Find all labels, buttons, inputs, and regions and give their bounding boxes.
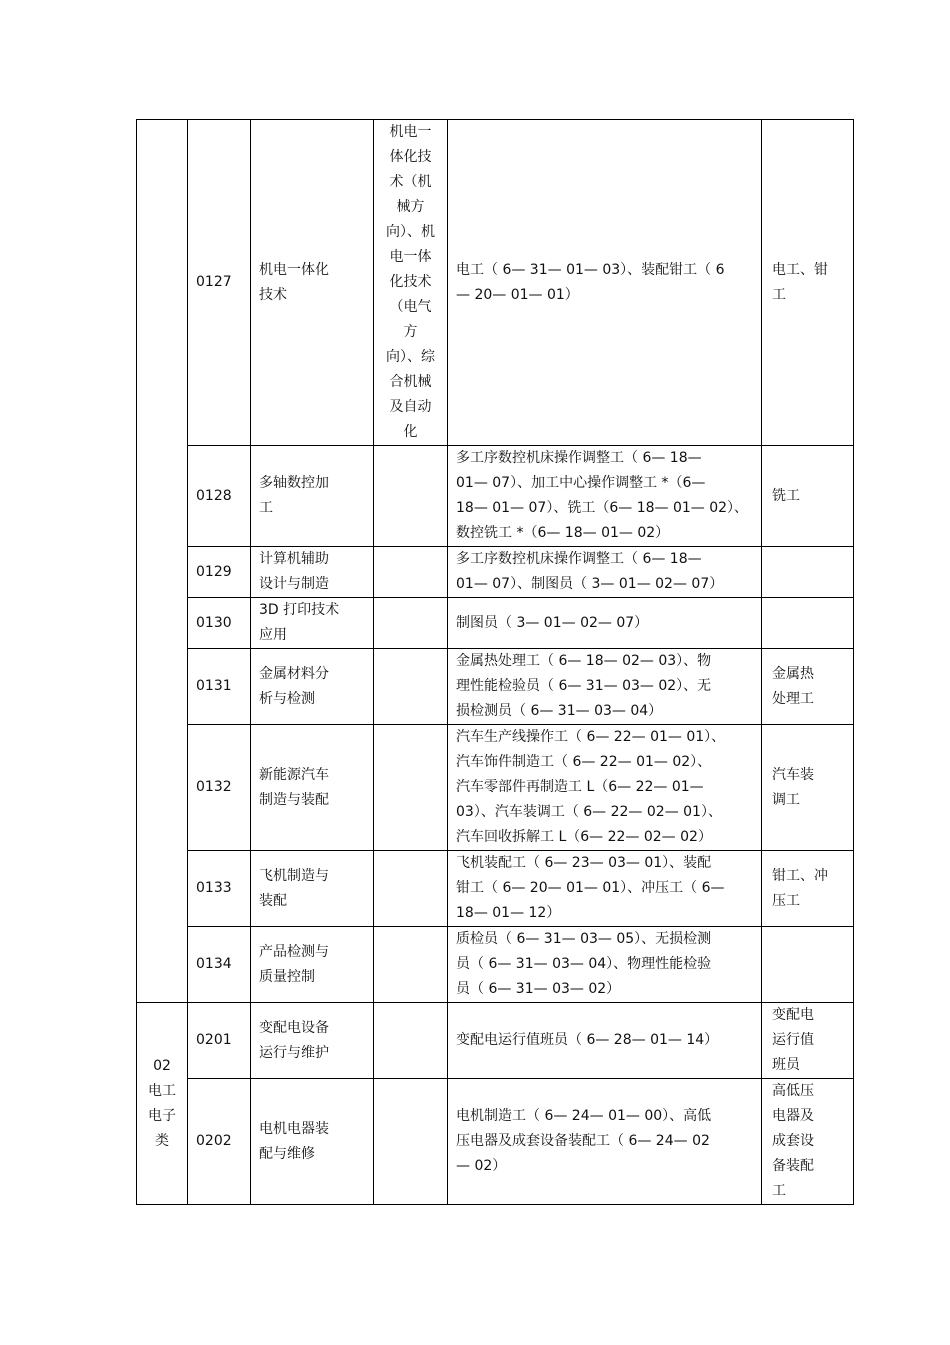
table-row: [137, 725, 854, 851]
major-name: 多轴数控加 工: [251, 446, 374, 547]
certificate: 金属热 处理工: [762, 649, 854, 725]
certificate: 铣工: [762, 446, 854, 547]
major-code: 0127: [188, 120, 251, 446]
major-code: 0133: [188, 851, 251, 927]
major-name: 变配电设备 运行与维护: [251, 1003, 374, 1079]
major-code: 0132: [188, 725, 251, 851]
major-direction: 机电一 体化技 术（机 械方 向）、机 电一体 化技术 （电气 方 向）、综 合机械 及自动 化: [374, 120, 448, 446]
major-name: 产品检测与 质量控制: [251, 927, 374, 1003]
table-row: [137, 446, 854, 547]
major-code: 0201: [188, 1003, 251, 1079]
major-direction: [374, 547, 448, 598]
job-types: 变配电运行值班员（ 6— 28— 01— 14）: [448, 1003, 762, 1079]
major-name: 计算机辅助 设计与制造: [251, 547, 374, 598]
certificate: [762, 927, 854, 1003]
major-name: 机电一体化 技术: [251, 120, 374, 446]
major-direction: [374, 649, 448, 725]
occupation-table: [136, 119, 854, 1205]
major-direction: [374, 1003, 448, 1079]
certificate: [762, 547, 854, 598]
major-direction: [374, 725, 448, 851]
major-direction: [374, 1079, 448, 1205]
table-row: [137, 649, 854, 725]
major-name: 新能源汽车 制造与装配: [251, 725, 374, 851]
major-code: 0128: [188, 446, 251, 547]
certificate: 变配电 运行值 班员: [762, 1003, 854, 1079]
category-cell-empty: [137, 120, 188, 1003]
table-row: [137, 1003, 854, 1079]
job-types: 飞机装配工（ 6— 23— 03— 01）、装配 钳工（ 6— 20— 01— 01）、冲压工（ 6— 18— 01— 12）: [448, 851, 762, 927]
major-code: 0131: [188, 649, 251, 725]
major-name: 飞机制造与 装配: [251, 851, 374, 927]
table-row: [137, 851, 854, 927]
job-types: 多工序数控机床操作调整工（ 6— 18— 01— 07）、制图员（ 3— 01— 02— 07）: [448, 547, 762, 598]
job-types: 制图员（ 3— 01— 02— 07）: [448, 598, 762, 649]
certificate: 高低压 电器及 成套设 备装配 工: [762, 1079, 854, 1205]
major-name: 3D 打印技术 应用: [251, 598, 374, 649]
job-types: 金属热处理工（ 6— 18— 02— 03）、物 理性能检验员（ 6— 31— 03— 02）、无 损检测员（ 6— 31— 03— 04）: [448, 649, 762, 725]
certificate: 钳工、冲 压工: [762, 851, 854, 927]
job-types: 质检员（ 6— 31— 03— 05）、无损检测 员（ 6— 31— 03— 04）、物理性能检验 员（ 6— 31— 03— 02）: [448, 927, 762, 1003]
category-cell: 02 电工 电子 类: [137, 1003, 188, 1205]
major-code: 0202: [188, 1079, 251, 1205]
major-name: 金属材料分 析与检测: [251, 649, 374, 725]
certificate: 电工、钳 工: [762, 120, 854, 446]
table-row: [137, 1079, 854, 1205]
table-row: [137, 598, 854, 649]
major-direction: [374, 851, 448, 927]
major-direction: [374, 446, 448, 547]
major-direction: [374, 927, 448, 1003]
major-code: 0130: [188, 598, 251, 649]
table-row: [137, 547, 854, 598]
certificate: 汽车装 调工: [762, 725, 854, 851]
job-types: 电工（ 6— 31— 01— 03）、装配钳工（ 6 — 20— 01— 01）: [448, 120, 762, 446]
job-types: 汽车生产线操作工（ 6— 22— 01— 01）、 汽车饰件制造工（ 6— 22— 01— 02）、 汽车零部件再制造工 L（6— 22— 01— 03）、汽车装调工（ 6— 22— 02— 01）、 汽车回收拆解工 L（6— 22— 02— 02）: [448, 725, 762, 851]
table-row: [137, 120, 854, 446]
job-types: 电机制造工（ 6— 24— 01— 00）、高低 压电器及成套设备装配工（ 6— 24— 02 — 02）: [448, 1079, 762, 1205]
major-code: 0129: [188, 547, 251, 598]
major-direction: [374, 598, 448, 649]
major-name: 电机电器装 配与维修: [251, 1079, 374, 1205]
table-row: [137, 927, 854, 1003]
major-code: 0134: [188, 927, 251, 1003]
certificate: [762, 598, 854, 649]
job-types: 多工序数控机床操作调整工（ 6— 18— 01— 07）、加工中心操作调整工 *（6— 18— 01— 07）、铣工（6— 18— 01— 02）、 数控铣工 *（6— 18— 01— 02）: [448, 446, 762, 547]
